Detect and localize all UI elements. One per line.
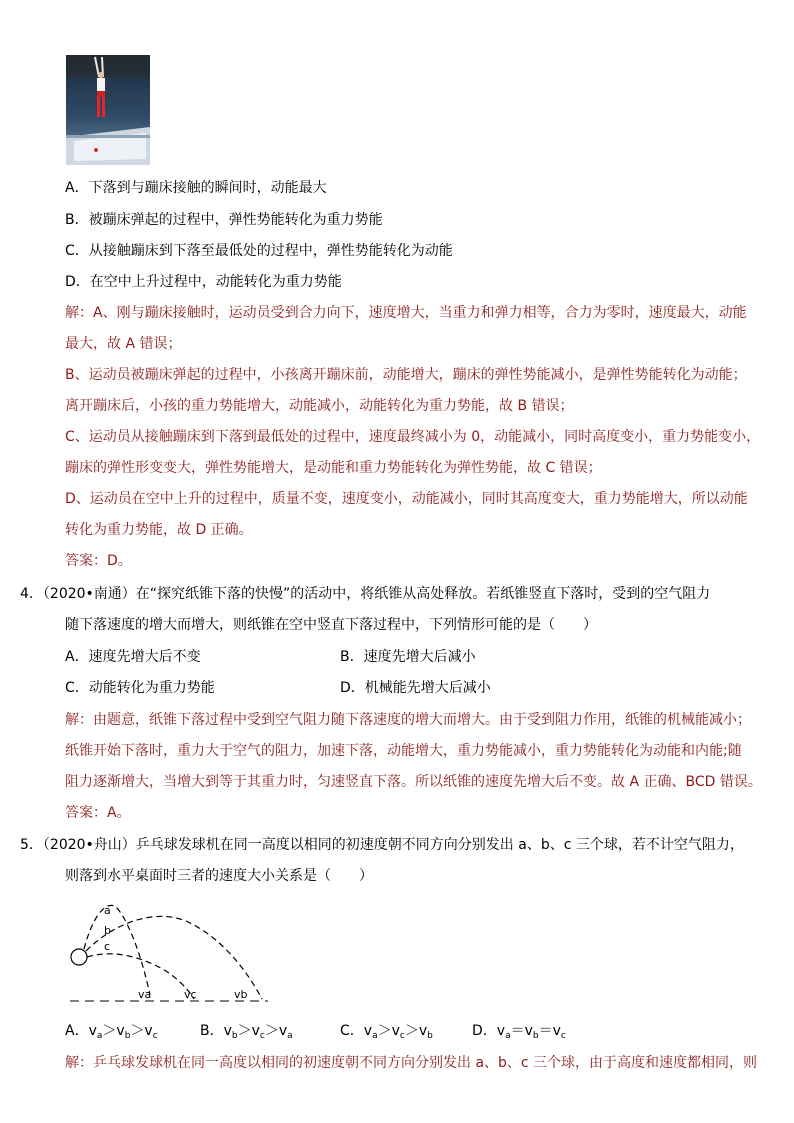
q5-stem-line: 5．（2020•舟山）乒乓球发球机在同一高度以相同的初速度朝不同方向分别发出 a、b、c 三个球，若不计空气阻力， <box>20 837 744 853</box>
q4-option-a: A．速度先增大后不变 <box>65 649 201 665</box>
q5-option-d: D．$v_a=v_b=v_c$ <box>472 1023 566 1041</box>
projectile-diagram <box>66 897 276 1009</box>
trajectory-b <box>86 916 262 999</box>
q3-solution-line: C、运动员从接触蹦床到下落到最低处的过程中，速度最终减小为 0，动能减小，同时高度变小，重力势能变小， <box>65 429 761 445</box>
label-b: b <box>104 924 111 937</box>
launcher-ball <box>71 949 87 965</box>
q4-answer: 答案：A。 <box>65 805 131 821</box>
q3-solution-line: 离开蹦床后，小孩的重力势能增大，动能减小，动能转化为重力势能，故 B 错误； <box>65 398 574 414</box>
q3-option-b: B．被蹦床弹起的过程中，弹性势能转化为重力势能 <box>65 212 383 228</box>
q4-stem-line: 随下落速度的增大而增大，则纸锥在空中竖直下落过程中，下列情形可能的是（ ） <box>65 617 597 633</box>
q5-option-a: A．$v_a>v_b>v_c$ <box>65 1023 158 1041</box>
label-c: c <box>104 940 111 953</box>
q3-option-d: D．在空中上升过程中，动能转化为重力势能 <box>65 274 342 290</box>
label-vc: vc <box>184 988 197 1001</box>
label-va: va <box>138 988 152 1001</box>
label-a: a <box>104 904 111 917</box>
q5-option-c: C．$v_a>v_c>v_b$ <box>340 1023 433 1041</box>
q3-solution-line: 解：A、刚与蹦床接触时，运动员受到合力向下，速度增大，当重力和弹力相等，合力为零时，速度最大，动能 <box>65 305 747 321</box>
label-vb: vb <box>234 988 248 1001</box>
q4-option-b: B．速度先增大后减小 <box>340 649 476 665</box>
q3-solution-line: 蹦床的弹性形变变大，弹性势能增大，是动能和重力势能转化为弹性势能，故 C 错误； <box>65 460 602 476</box>
q5-stem-line: 则落到水平桌面时三者的速度大小关系是（ ） <box>65 868 373 884</box>
q4-option-c: C．动能转化为重力势能 <box>65 680 215 696</box>
q3-answer: 答案：D。 <box>65 553 132 569</box>
q4-solution-line: 解：由题意，纸锥下落过程中受到空气阻力随下落速度的增大而增大。由于受到阻力作用，纸锥的机械能减小； <box>65 712 751 728</box>
q4-solution-line: 阻力逐渐增大，当增大到等于其重力时，匀速竖直下落。所以纸锥的速度先增大后不变。故 A 正确、BCD 错误。 <box>65 774 762 790</box>
q4-solution-line: 纸锥开始下落时，重力大于空气的阻力，加速下落，动能增大，重力势能减小，重力势能转化为动能和内能;随 <box>65 743 742 759</box>
q3-solution-line: B、运动员被蹦床弹起的过程中，小孩离开蹦床前，动能增大，蹦床的弹性势能减小，是弹性势能转化为动能； <box>65 367 747 383</box>
q4-stem-line: 4．（2020•南通）在“探究纸锥下落的快慢”的活动中，将纸锥从高处释放。若纸锥竖直下落时，受到的空气阻力 <box>20 586 711 602</box>
q3-solution-line: 转化为重力势能，故 D 正确。 <box>65 522 253 538</box>
q5-option-b: B．$v_b>v_c>v_a$ <box>200 1023 293 1041</box>
q3-solution-line: 最大，故 A 错误； <box>65 336 182 352</box>
q3-solution-line: D、运动员在空中上升的过程中，质量不变，速度变小，动能减小，同时其高度变大，重力势能增大，所以动能 <box>65 491 748 507</box>
q3-option-c: C．从接触蹦床到下落至最低处的过程中，弹性势能转化为动能 <box>65 243 453 259</box>
trampoline-photo <box>66 55 150 165</box>
q4-option-d: D．机械能先增大后减小 <box>340 680 491 696</box>
q3-option-a: A．下落到与蹦床接触的瞬间时，动能最大 <box>65 180 327 196</box>
q5-solution-line: 解：乒乓球发球机在同一高度以相同的初速度朝不同方向分别发出 a、b、c 三个球，由于高度和速度都相同，则 <box>65 1055 758 1071</box>
